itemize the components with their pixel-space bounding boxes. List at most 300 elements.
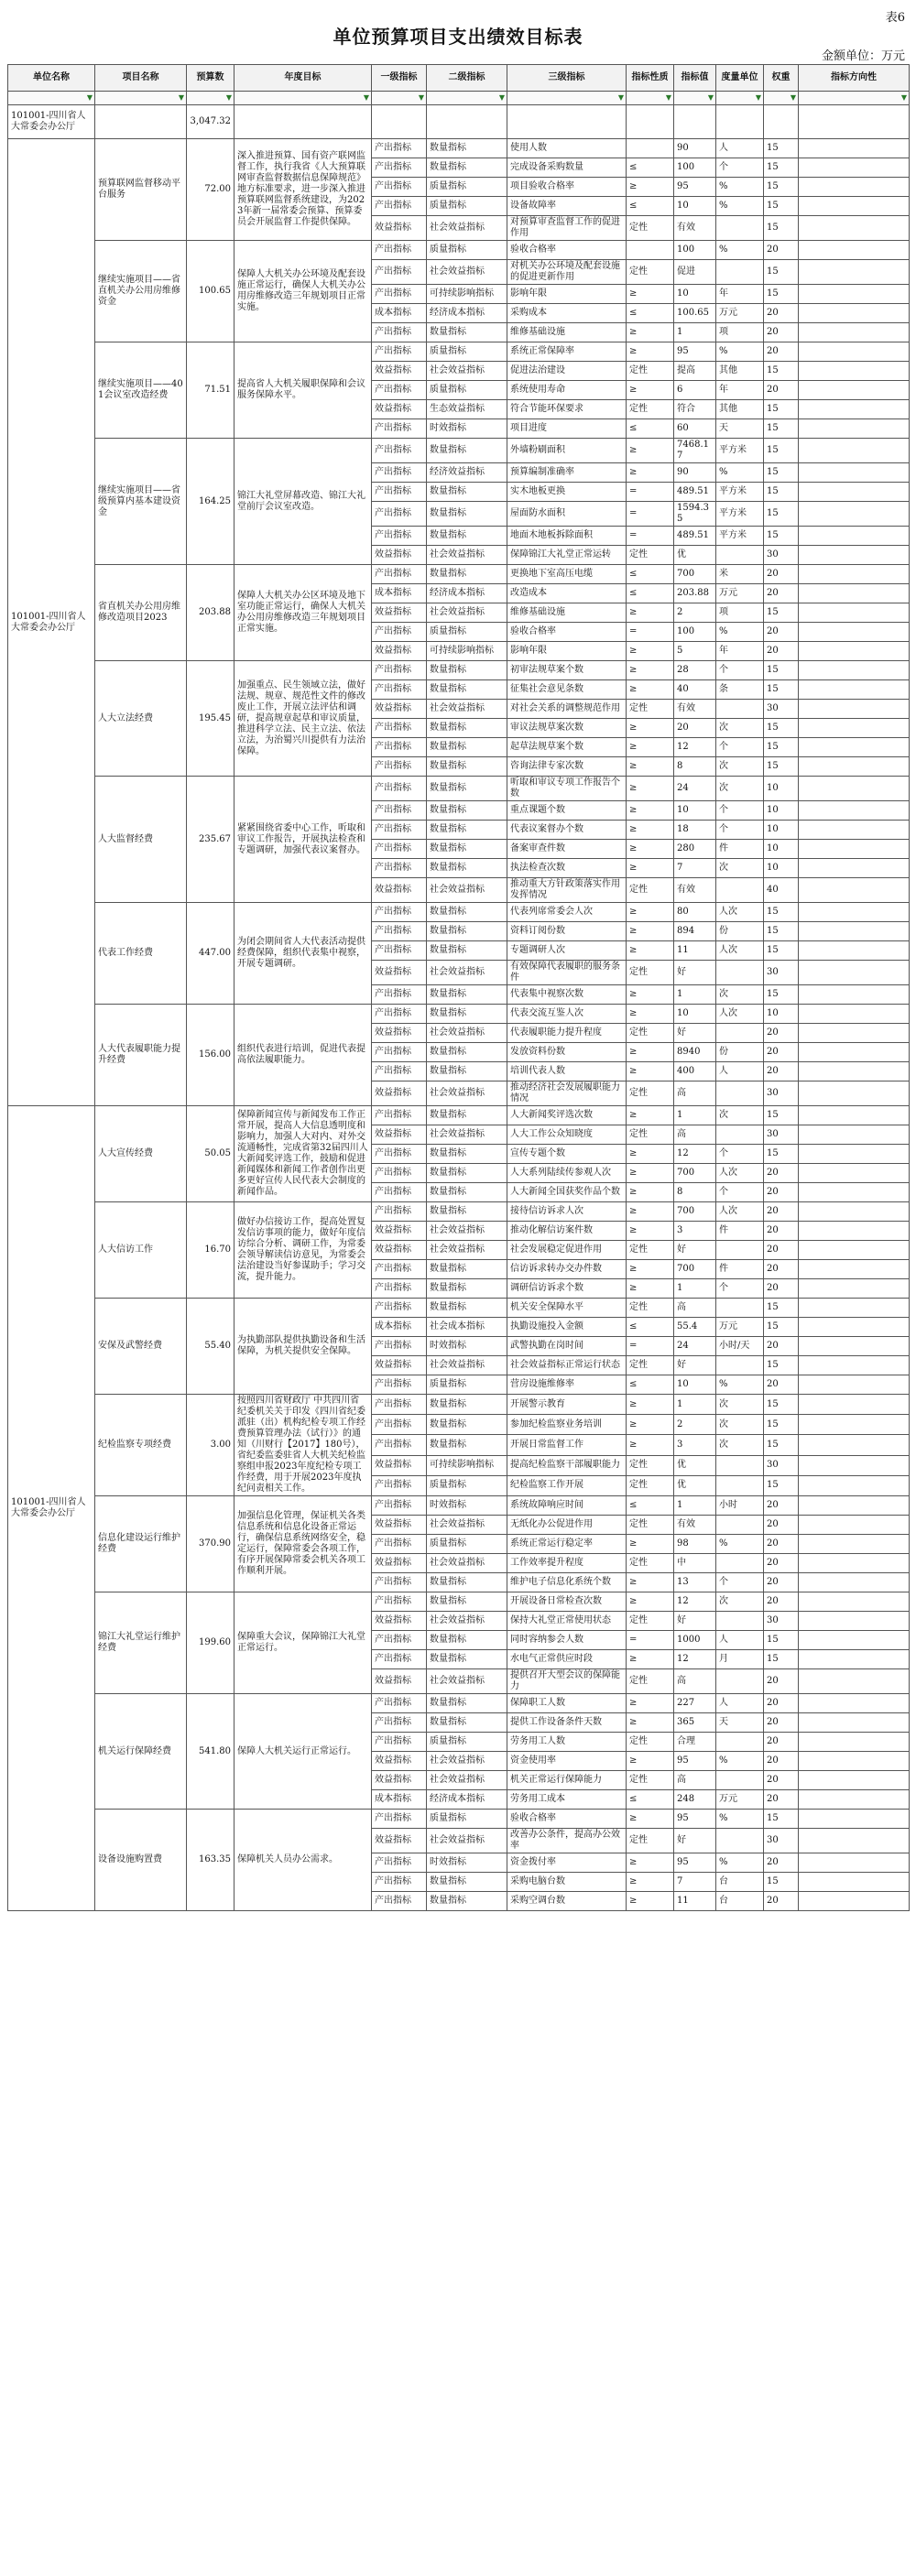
level1-indicator-cell: 产出指标	[372, 1592, 427, 1612]
direction-cell	[799, 216, 910, 241]
level3-indicator-cell: 外墙粉刷面积	[507, 439, 627, 463]
level3-indicator-cell: 参加纪检监察业务培训	[507, 1415, 627, 1435]
indicator-value-cell: 700	[674, 1260, 716, 1279]
budget-cell: 50.05	[187, 1106, 234, 1202]
level1-indicator-cell: 产出指标	[372, 1733, 427, 1752]
document-title: 单位预算项目支出绩效目标表	[333, 26, 583, 48]
measure-unit-cell: %	[716, 623, 764, 642]
measure-unit-cell	[716, 1554, 764, 1573]
level2-indicator-cell: 数量指标	[427, 158, 507, 178]
level2-indicator-cell: 数量指标	[427, 941, 507, 961]
direction-cell	[799, 463, 910, 483]
level2-indicator-cell: 数量指标	[427, 323, 507, 342]
performance-goal-table	[7, 64, 910, 1911]
weight-cell: 20	[764, 642, 799, 661]
weight-cell: 20	[764, 1790, 799, 1810]
dropdown-arrow-icon[interactable]: ▼	[95, 92, 187, 105]
indicator-nature-cell: 定性	[627, 1241, 674, 1260]
level1-indicator-cell: 产出指标	[372, 381, 427, 400]
weight-cell: 20	[764, 381, 799, 400]
level2-indicator-cell: 社会成本指标	[427, 1318, 507, 1337]
level3-indicator-cell: 改造成本	[507, 584, 627, 603]
measure-unit-cell: 个	[716, 1183, 764, 1202]
measure-unit-cell: 件	[716, 1222, 764, 1241]
weight-cell: 20	[764, 565, 799, 584]
level3-indicator-cell: 采购成本	[507, 304, 627, 323]
level2-indicator-cell: 经济成本指标	[427, 584, 507, 603]
indicator-value-cell: 24	[674, 1337, 716, 1356]
dropdown-arrow-icon[interactable]: ▼	[187, 92, 234, 105]
indicator-value-cell: 12	[674, 1592, 716, 1612]
indicator-value-cell: 优	[674, 546, 716, 565]
weight-cell: 15	[764, 1299, 799, 1318]
indicator-nature-cell: ≥	[627, 1145, 674, 1164]
indicator-nature-cell: =	[627, 527, 674, 546]
weight-cell: 20	[764, 1669, 799, 1694]
weight-cell: 15	[764, 661, 799, 680]
direction-cell	[799, 260, 910, 285]
budget-cell: 203.88	[187, 565, 234, 661]
direction-cell	[799, 1612, 910, 1631]
level1-indicator-cell: 产出指标	[372, 1164, 427, 1183]
level2-indicator-cell: 数量指标	[427, 903, 507, 922]
indicator-nature-cell: ≥	[627, 1062, 674, 1081]
level3-indicator-cell: 代表集中视察次数	[507, 985, 627, 1005]
level1-indicator-cell: 效益指标	[372, 1081, 427, 1106]
measure-unit-cell	[716, 1669, 764, 1694]
goal-cell: 加强重点、民生领域立法，做好法规、规章、规范性文件的修改废止工作，开展立法评估和调研，提高规章起草和审议质量，推进科学立法、民主立法、依法立法，为治蜀兴川提供有力法治保障。	[234, 661, 372, 777]
indicator-value-cell: 13	[674, 1573, 716, 1592]
indicator-nature-cell: ≥	[627, 323, 674, 342]
indicator-value-cell: 365	[674, 1713, 716, 1733]
budget-cell: 195.45	[187, 661, 234, 777]
indicator-value-cell: 高	[674, 1299, 716, 1318]
goal-cell: 紧紧围绕省委中心工作，听取和审议工作报告，开展执法检查和专题调研，加强代表议案督办。	[234, 777, 372, 903]
weight-cell: 20	[764, 1516, 799, 1535]
measure-unit-cell: 个	[716, 801, 764, 821]
level1-indicator-cell: 效益指标	[372, 700, 427, 719]
level2-indicator-cell: 数量指标	[427, 502, 507, 527]
level3-indicator-cell: 使用人数	[507, 139, 627, 158]
weight-cell: 20	[764, 304, 799, 323]
level2-indicator-cell: 社会效益指标	[427, 1081, 507, 1106]
project-name-cell: 信息化建设运行维护经费	[95, 1496, 187, 1592]
level2-indicator-cell: 数量指标	[427, 821, 507, 840]
indicator-value-cell: 3	[674, 1435, 716, 1455]
level3-indicator-cell: 备案审查件数	[507, 840, 627, 859]
weight-cell: 15	[764, 1435, 799, 1455]
level1-indicator-cell: 产出指标	[372, 623, 427, 642]
direction-cell	[799, 1535, 910, 1554]
table-row	[8, 1496, 910, 1516]
indicator-nature-cell: ≥	[627, 1415, 674, 1435]
level1-indicator-cell: 产出指标	[372, 158, 427, 178]
level3-indicator-cell: 初审法规草案个数	[507, 661, 627, 680]
indicator-nature-cell: ≥	[627, 1713, 674, 1733]
level2-indicator-cell: 数量指标	[427, 1260, 507, 1279]
level1-indicator-cell: 产出指标	[372, 1573, 427, 1592]
level3-indicator-cell: 执勤设施投入金额	[507, 1318, 627, 1337]
measure-unit-cell	[716, 260, 764, 285]
indicator-nature-cell: ≥	[627, 1435, 674, 1455]
indicator-value-cell: 合理	[674, 1733, 716, 1752]
indicator-value-cell: 40	[674, 680, 716, 700]
level2-indicator-cell: 社会效益指标	[427, 260, 507, 285]
measure-unit-cell: 次	[716, 985, 764, 1005]
level1-indicator-cell: 产出指标	[372, 1873, 427, 1892]
header-cell: 度量单位	[716, 65, 764, 92]
dropdown-arrow-icon[interactable]: ▼	[372, 92, 427, 105]
level1-indicator-cell: 效益指标	[372, 1669, 427, 1694]
level3-indicator-cell: 代表交流互鉴人次	[507, 1005, 627, 1024]
level3-indicator-cell: 水电气正常供应时段	[507, 1650, 627, 1669]
level2-indicator-cell: 数量指标	[427, 1202, 507, 1222]
dropdown-arrow-icon[interactable]: ▼	[627, 92, 674, 105]
indicator-nature-cell: ≥	[627, 1260, 674, 1279]
weight-cell: 20	[764, 1733, 799, 1752]
dropdown-arrow-icon[interactable]: ▼	[8, 92, 95, 105]
direction-cell	[799, 1853, 910, 1873]
direction-cell	[799, 700, 910, 719]
measure-unit-cell	[716, 546, 764, 565]
empty-cell	[799, 105, 910, 139]
direction-cell	[799, 483, 910, 502]
indicator-nature-cell: ≥	[627, 840, 674, 859]
direction-cell	[799, 419, 910, 439]
indicator-nature-cell: ≥	[627, 1395, 674, 1415]
goal-cell: 保障人大机关办公环境及配套设施正常运行，确保人大机关办公用房维修改造三年规划项目正常实施。	[234, 241, 372, 342]
project-name-cell: 继续实施项目——省级预算内基本建设资金	[95, 439, 187, 565]
direction-cell	[799, 757, 910, 777]
table-row	[8, 1106, 910, 1125]
indicator-nature-cell: ≥	[627, 1810, 674, 1829]
indicator-value-cell: 894	[674, 922, 716, 941]
direction-cell	[799, 584, 910, 603]
measure-unit-cell: %	[716, 197, 764, 216]
measure-unit-cell: 个	[716, 661, 764, 680]
level3-indicator-cell: 社会发展稳定促进作用	[507, 1241, 627, 1260]
level3-indicator-cell: 提供工作设备条件天数	[507, 1713, 627, 1733]
measure-unit-cell	[716, 1612, 764, 1631]
dropdown-arrow-icon[interactable]: ▼	[716, 92, 764, 105]
budget-cell: 100.65	[187, 241, 234, 342]
dropdown-arrow-icon[interactable]: ▼	[799, 92, 910, 105]
level1-indicator-cell: 效益指标	[372, 603, 427, 623]
level1-indicator-cell: 产出指标	[372, 1337, 427, 1356]
indicator-nature-cell: 定性	[627, 1081, 674, 1106]
goal-cell: 组织代表进行培训，促进代表提高依法履职能力。	[234, 1005, 372, 1106]
level1-indicator-cell: 产出指标	[372, 903, 427, 922]
measure-unit-cell	[716, 700, 764, 719]
direction-cell	[799, 158, 910, 178]
indicator-value-cell: 2	[674, 603, 716, 623]
weight-cell: 40	[764, 878, 799, 903]
indicator-value-cell: 489.51	[674, 483, 716, 502]
indicator-value-cell: 10	[674, 1005, 716, 1024]
level1-indicator-cell: 效益指标	[372, 1516, 427, 1535]
direction-cell	[799, 1592, 910, 1612]
weight-cell: 15	[764, 1395, 799, 1415]
direction-cell	[799, 342, 910, 362]
indicator-value-cell: 高	[674, 1771, 716, 1790]
direction-cell	[799, 1318, 910, 1337]
weight-cell: 15	[764, 985, 799, 1005]
direction-cell	[799, 1164, 910, 1183]
indicator-nature-cell: =	[627, 1337, 674, 1356]
weight-cell: 20	[764, 1241, 799, 1260]
direction-cell	[799, 1713, 910, 1733]
dropdown-arrow-icon[interactable]: ▼	[427, 92, 507, 105]
indicator-value-cell: 98	[674, 1535, 716, 1554]
indicator-value-cell: 有效	[674, 216, 716, 241]
indicator-nature-cell: ≥	[627, 1892, 674, 1911]
weight-cell: 15	[764, 439, 799, 463]
dropdown-arrow-icon[interactable]: ▼	[764, 92, 799, 105]
level1-indicator-cell: 产出指标	[372, 197, 427, 216]
indicator-value-cell: 高	[674, 1669, 716, 1694]
goal-cell: 保障重大会议，保障锦江大礼堂正常运行。	[234, 1592, 372, 1694]
level3-indicator-cell: 保障锦江大礼堂正常运转	[507, 546, 627, 565]
level3-indicator-cell: 劳务用工人数	[507, 1733, 627, 1752]
weight-cell: 15	[764, 1810, 799, 1829]
level1-indicator-cell: 产出指标	[372, 922, 427, 941]
project-name-cell: 机关运行保障经费	[95, 1694, 187, 1810]
level3-indicator-cell: 对预算审查监督工作的促进作用	[507, 216, 627, 241]
level3-indicator-cell: 项目进度	[507, 419, 627, 439]
budget-cell: 71.51	[187, 342, 234, 439]
indicator-value-cell: 280	[674, 840, 716, 859]
measure-unit-cell: 人	[716, 1694, 764, 1713]
dropdown-arrow-icon[interactable]: ▼	[507, 92, 627, 105]
goal-cell: 做好办信接访工作，提高处置复发信访事项的能力，做好年度信访综合分析、调研工作，为常委会领导解读信访意见，为常委会法治建设当好参谋助手；学习交流，提升能力。	[234, 1202, 372, 1299]
indicator-value-cell: 10	[674, 801, 716, 821]
direction-cell	[799, 661, 910, 680]
weight-cell: 15	[764, 1356, 799, 1375]
weight-cell: 15	[764, 1106, 799, 1125]
level2-indicator-cell: 社会效益指标	[427, 1554, 507, 1573]
weight-cell: 15	[764, 757, 799, 777]
indicator-nature-cell: ≥	[627, 680, 674, 700]
level3-indicator-cell: 起草法规草案个数	[507, 738, 627, 757]
level3-indicator-cell: 无纸化办公促进作用	[507, 1516, 627, 1535]
indicator-value-cell: 促进	[674, 260, 716, 285]
indicator-value-cell: 203.88	[674, 584, 716, 603]
weight-cell: 15	[764, 1415, 799, 1435]
level2-indicator-cell: 社会效益指标	[427, 1829, 507, 1853]
level2-indicator-cell: 时效指标	[427, 1337, 507, 1356]
level1-indicator-cell: 成本指标	[372, 304, 427, 323]
level2-indicator-cell: 数量指标	[427, 1145, 507, 1164]
budget-cell: 163.35	[187, 1810, 234, 1911]
direction-cell	[799, 922, 910, 941]
level2-indicator-cell: 经济成本指标	[427, 1790, 507, 1810]
project-name-cell: 纪检监察专项经费	[95, 1395, 187, 1496]
level2-indicator-cell: 数量指标	[427, 859, 507, 878]
indicator-nature-cell: 定性	[627, 1771, 674, 1790]
weight-cell: 10	[764, 777, 799, 801]
level2-indicator-cell: 质量指标	[427, 1810, 507, 1829]
direction-cell	[799, 1554, 910, 1573]
level1-indicator-cell: 产出指标	[372, 178, 427, 197]
indicator-value-cell: 20	[674, 719, 716, 738]
level3-indicator-cell: 纪检监察工作开展	[507, 1475, 627, 1495]
level2-indicator-cell: 社会效益指标	[427, 1752, 507, 1771]
level2-indicator-cell: 质量指标	[427, 241, 507, 260]
level1-indicator-cell: 产出指标	[372, 1415, 427, 1435]
direction-cell	[799, 1650, 910, 1669]
level3-indicator-cell: 人大工作公众知晓度	[507, 1125, 627, 1145]
indicator-nature-cell: 定性	[627, 1554, 674, 1573]
level2-indicator-cell: 社会效益指标	[427, 546, 507, 565]
indicator-value-cell: 1	[674, 323, 716, 342]
indicator-value-cell: 有效	[674, 700, 716, 719]
level2-indicator-cell: 数量指标	[427, 1573, 507, 1592]
indicator-nature-cell: ≥	[627, 1222, 674, 1241]
level2-indicator-cell: 数量指标	[427, 1435, 507, 1455]
project-name-cell: 人大立法经费	[95, 661, 187, 777]
measure-unit-cell: 小时	[716, 1496, 764, 1516]
indicator-nature-cell	[627, 241, 674, 260]
table-row	[8, 439, 910, 463]
indicator-value-cell: 好	[674, 1024, 716, 1043]
direction-cell	[799, 738, 910, 757]
indicator-nature-cell: ≥	[627, 1694, 674, 1713]
measure-unit-cell	[716, 1455, 764, 1475]
direction-cell	[799, 1202, 910, 1222]
header-cell: 单位名称	[8, 65, 95, 92]
direction-cell	[799, 1873, 910, 1892]
empty-cell	[507, 105, 627, 139]
level1-indicator-cell: 产出指标	[372, 777, 427, 801]
indicator-value-cell: 248	[674, 1790, 716, 1810]
indicator-nature-cell: ≤	[627, 1790, 674, 1810]
measure-unit-cell: 平方米	[716, 439, 764, 463]
weight-cell: 15	[764, 680, 799, 700]
level2-indicator-cell: 数量指标	[427, 680, 507, 700]
indicator-nature-cell: ≥	[627, 757, 674, 777]
level3-indicator-cell: 实木地板更换	[507, 483, 627, 502]
level2-indicator-cell: 数量指标	[427, 139, 507, 158]
level1-indicator-cell: 产出指标	[372, 483, 427, 502]
level3-indicator-cell: 资金使用率	[507, 1752, 627, 1771]
dropdown-arrow-icon[interactable]: ▼	[674, 92, 716, 105]
indicator-nature-cell: 定性	[627, 1669, 674, 1694]
indicator-nature-cell: =	[627, 502, 674, 527]
indicator-nature-cell: 定性	[627, 1455, 674, 1475]
weight-cell: 20	[764, 1771, 799, 1790]
goal-cell: 保障人大机关办公区环境及地下室功能正常运行，确保人大机关办公用房维修改造三年规划项目正常实施。	[234, 565, 372, 661]
weight-cell: 15	[764, 216, 799, 241]
indicator-value-cell: 18	[674, 821, 716, 840]
level1-indicator-cell: 产出指标	[372, 527, 427, 546]
level1-indicator-cell: 效益指标	[372, 1356, 427, 1375]
level3-indicator-cell: 保持大礼堂正常使用状态	[507, 1612, 627, 1631]
budget-cell: 3,047.32	[187, 105, 234, 139]
indicator-value-cell: 100	[674, 241, 716, 260]
dropdown-arrow-icon[interactable]: ▼	[234, 92, 372, 105]
measure-unit-cell: 天	[716, 1713, 764, 1733]
weight-cell: 10	[764, 859, 799, 878]
indicator-nature-cell: 定性	[627, 260, 674, 285]
direction-cell	[799, 1669, 910, 1694]
indicator-value-cell: 10	[674, 197, 716, 216]
direction-cell	[799, 1005, 910, 1024]
measure-unit-cell	[716, 1733, 764, 1752]
level1-indicator-cell: 产出指标	[372, 859, 427, 878]
measure-unit-cell: 平方米	[716, 527, 764, 546]
level2-indicator-cell: 社会效益指标	[427, 1669, 507, 1694]
weight-cell: 15	[764, 139, 799, 158]
goal-cell: 保障新闻宣传与新闻发布工作正常开展，提高人大信息透明度和影响力，加强人大对内、对外交流通畅性，完成省第32届四川人大新闻奖评选工作，鼓励和促进新闻媒体和新闻工作者创作出更多更好宣传人民代表大会制度的新闻作品。	[234, 1106, 372, 1202]
weight-cell: 15	[764, 603, 799, 623]
project-name-cell: 继续实施项目——省直机关办公用房维修资金	[95, 241, 187, 342]
direction-cell	[799, 1145, 910, 1164]
level3-indicator-cell: 维修基础设施	[507, 603, 627, 623]
indicator-value-cell: 100	[674, 158, 716, 178]
indicator-value-cell: 90	[674, 463, 716, 483]
level2-indicator-cell: 经济成本指标	[427, 304, 507, 323]
header-cell: 指标性质	[627, 65, 674, 92]
level2-indicator-cell: 社会效益指标	[427, 362, 507, 381]
level1-indicator-cell: 产出指标	[372, 260, 427, 285]
measure-unit-cell	[716, 1125, 764, 1145]
level3-indicator-cell: 武警执勤在岗时间	[507, 1337, 627, 1356]
measure-unit-cell: 人	[716, 1062, 764, 1081]
level3-indicator-cell: 开展设备日常检查次数	[507, 1592, 627, 1612]
project-name-cell: 人大宣传经费	[95, 1106, 187, 1202]
level1-indicator-cell: 产出指标	[372, 1853, 427, 1873]
level2-indicator-cell: 质量指标	[427, 1535, 507, 1554]
level3-indicator-cell: 机关正常运行保障能力	[507, 1771, 627, 1790]
measure-unit-cell: 年	[716, 381, 764, 400]
indicator-nature-cell: ≥	[627, 1853, 674, 1873]
level2-indicator-cell: 质量指标	[427, 197, 507, 216]
budget-cell: 16.70	[187, 1202, 234, 1299]
indicator-value-cell: 1	[674, 1106, 716, 1125]
level2-indicator-cell: 质量指标	[427, 623, 507, 642]
measure-unit-cell: 个	[716, 158, 764, 178]
indicator-value-cell: 好	[674, 1612, 716, 1631]
weight-cell: 20	[764, 1183, 799, 1202]
level3-indicator-cell: 采购空调台数	[507, 1892, 627, 1911]
level3-indicator-cell: 资金拨付率	[507, 1853, 627, 1873]
measure-unit-cell	[716, 1081, 764, 1106]
measure-unit-cell	[716, 1241, 764, 1260]
indicator-nature-cell: 定性	[627, 1299, 674, 1318]
level2-indicator-cell: 社会效益指标	[427, 1612, 507, 1631]
weight-cell: 30	[764, 1455, 799, 1475]
weight-cell: 20	[764, 323, 799, 342]
project-name-cell: 人大监督经费	[95, 777, 187, 903]
indicator-value-cell: 1	[674, 1496, 716, 1516]
weight-cell: 30	[764, 546, 799, 565]
level2-indicator-cell: 社会效益指标	[427, 1771, 507, 1790]
table-row	[8, 1694, 910, 1713]
indicator-nature-cell: 定性	[627, 700, 674, 719]
weight-cell: 20	[764, 1573, 799, 1592]
header-cell: 一级指标	[372, 65, 427, 92]
level1-indicator-cell: 效益指标	[372, 1222, 427, 1241]
level3-indicator-cell: 发放资料份数	[507, 1043, 627, 1062]
direction-cell	[799, 821, 910, 840]
measure-unit-cell: 次	[716, 1395, 764, 1415]
measure-unit-cell: 件	[716, 1260, 764, 1279]
level3-indicator-cell: 对社会关系的调整规范作用	[507, 700, 627, 719]
level2-indicator-cell: 数量指标	[427, 840, 507, 859]
measure-unit-cell: %	[716, 1375, 764, 1395]
level1-indicator-cell: 产出指标	[372, 419, 427, 439]
indicator-nature-cell: ≤	[627, 1375, 674, 1395]
